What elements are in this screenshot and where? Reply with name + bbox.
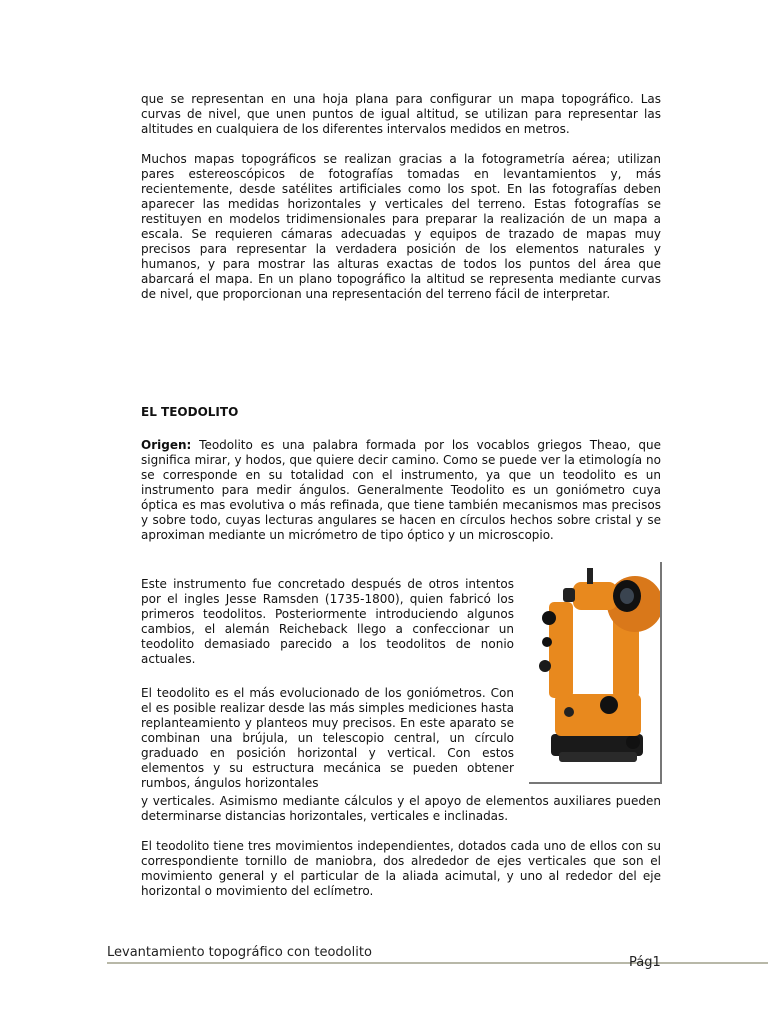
lens-glass: [620, 588, 634, 604]
image-border-right: [660, 562, 662, 784]
eyepiece: [563, 588, 575, 602]
paragraph-movimientos: El teodolito tiene tres movimientos independientes, dotados cada uno de ellos con su correspondiente tornillo de maniobra, dos alrededor de ejes verticales que son el movimiento general y el particular de la aliada acimutal, y uno al rededor del eje horizontal o movimiento del eclímetro.: [141, 839, 661, 898]
paragraph-ramsden: Este instrumento fue concretado después de otros intentos por el ingles Jesse Ramsden (1735-1800), quien fabricó los primeros teodolitos. Posteriormente introduciendo algunos cambios, el alemán Reicheback llego a confeccionar un teodolito demasiado parecido a los teodolitos de nonio actuales.: [141, 577, 514, 666]
tangent-screw: [564, 707, 574, 717]
paragraph-curvas-de-nivel: que se representan en una hoja plana para configurar un mapa topográfico. Las curvas de nivel, que unen puntos de igual altitud, se utilizan para representar las altitudes en cualquiera de los diferentes intervalos medidos en metros.: [141, 92, 661, 136]
sight-collimator: [587, 568, 593, 584]
micrometer-knob: [542, 637, 552, 647]
footer-divider: [107, 962, 768, 964]
paragraph-fotogrametria: Muchos mapas topográficos se realizan gracias a la fotogrametría aérea; utilizan pares estereoscópicos de fotografías tomadas en levantamientos y, más recientemente, desde satélites artificiales como los spot. En las fotografías deben aparecer las medidas horizontales y verticales del terreno. Estas fotografías se restituyen en modelos tridimensionales para preparar la realización de un mapa a escala. Se requieren cámaras adecuadas y equipos de trazado de mapas muy precisos para representar la verdadera posición de los elementos naturales y humanos, y para mostrar las alturas exactas de todos los puntos del área que abarcará el mapa. En un plano topográfico la altitud se representa mediante curvas de nivel, que proporcionan una representación del terreno fácil de interpretar.: [141, 152, 661, 301]
leveling-screw: [626, 735, 640, 749]
horizontal-clamp-knob: [600, 696, 618, 714]
paragraph-origen: [141, 438, 661, 543]
vertical-clamp-knob: [542, 611, 556, 625]
image-border-bottom: [529, 782, 662, 784]
paragraph-verticales: y verticales. Asimismo mediante cálculos y el apoyo de elementos auxiliares pueden determinarse distancias horizontales, verticales e inclinadas.: [141, 794, 661, 823]
page-number: Pág1: [629, 955, 661, 970]
paragraph-goniometros: El teodolito es el más evolucionado de los goniómetros. Con el es posible realizar desde las más simples mediciones hasta replanteamiento y planteos muy precisos. En este aparato se combinan una brújula, un telescopio central, un círculo graduado en posición horizontal y vertical. Con estos elementos y su estructura mecánica se pueden obtener rumbos, ángulos horizontales: [141, 686, 514, 790]
origen-text: Teodolito es una palabra formada por los vocablos griegos Theao, que significa mirar, y hodos, que quiere decir camino. Como se puede ver la etimología no se corresponde en su totalidad con el instrumento, ya que un teodolito es un instrumento para medir ángulos. Generalmente Teodolito es un goniómetro cuya óptica es mas evolutiva o más refinada, que tiene también mecanismos mas precisos y sobre todo, cuyas lecturas angulares se hacen en círculos hechos sobre cristal y se aproximan mediante un micrómetro de tipo óptico y un microscopio.: [141, 438, 661, 542]
focus-knob: [539, 660, 551, 672]
origen-label: Origen:: [141, 438, 192, 452]
telescope-body: [573, 582, 617, 610]
theodolite-tribrach: [559, 752, 637, 762]
theodolite-illustration: [529, 562, 662, 784]
footer-title: Levantamiento topográfico con teodolito: [107, 945, 372, 960]
section-heading: EL TEODOLITO: [141, 405, 239, 419]
theodolite-image: [529, 562, 662, 784]
